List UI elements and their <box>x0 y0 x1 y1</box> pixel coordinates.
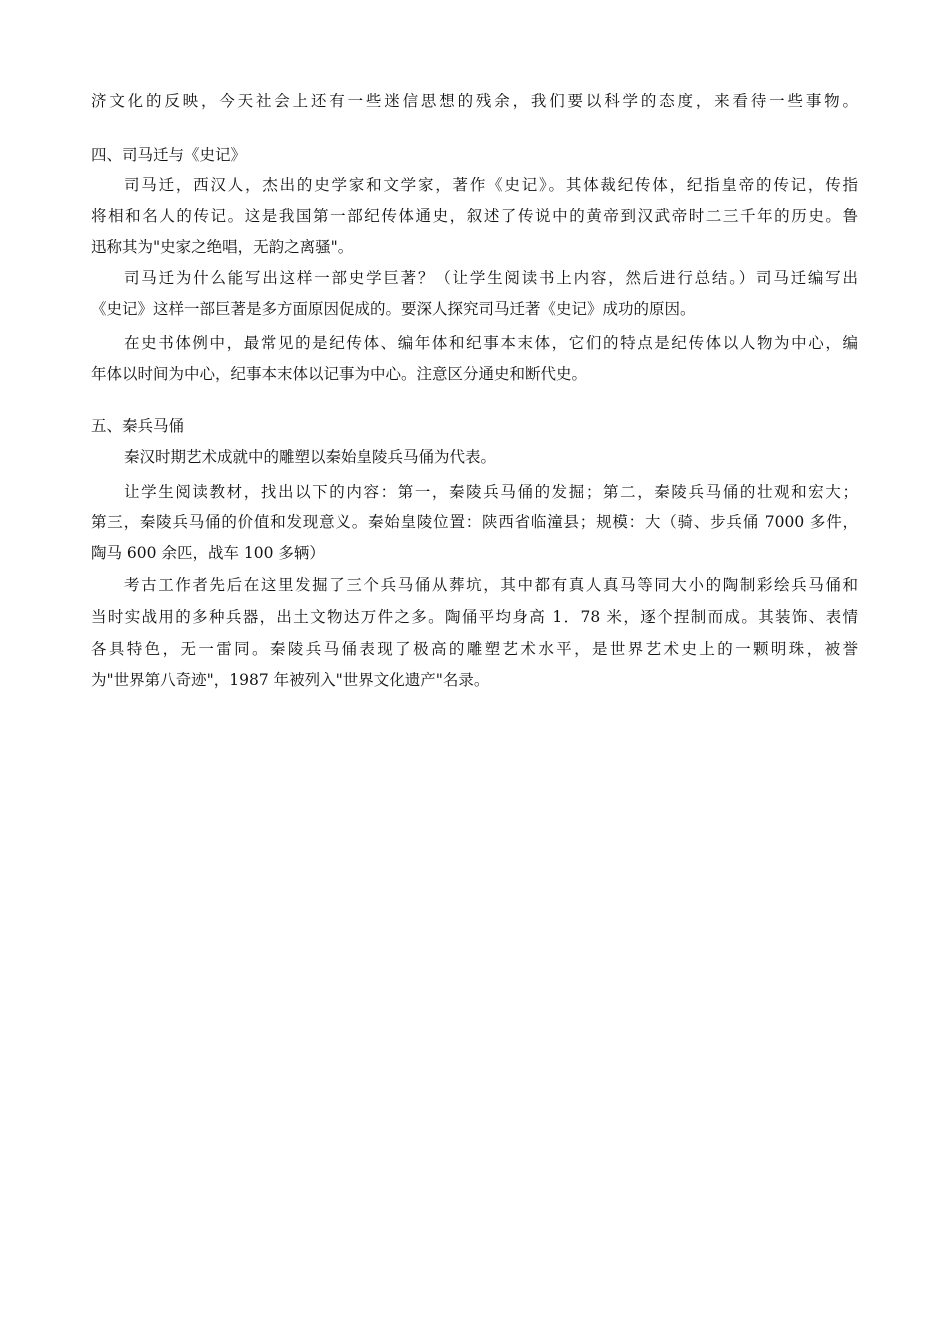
text-line: 陶马 600 余匹，战车 100 多辆） <box>91 544 325 562</box>
text-line: 司马迁为什么能写出这样一部史学巨著？（让学生阅读书上内容，然后进行总结。）司马迁编写出 <box>124 269 858 287</box>
text-line: 让学生阅读教材，找出以下的内容：第一，秦陵兵马俑的发掘；第二，秦陵兵马俑的壮观和宏大； <box>124 483 858 501</box>
text-line: 司马迁，西汉人，杰出的史学家和文学家，著作《史记》。其体裁纪传体，纪指皇帝的传记，传指 <box>124 176 858 194</box>
text-line: 各具特色，无一雷同。秦陵兵马俑表现了极高的雕塑艺术水平，是世界艺术史上的一颗明珠，被誉 <box>91 640 858 658</box>
text-line: 迅称其为"史家之绝唱，无韵之离骚"。 <box>91 238 354 256</box>
text-line: 济文化的反映，今天社会上还有一些迷信思想的残余，我们要以科学的态度，来看待一些事物。 <box>91 92 858 110</box>
section-heading-4: 四、司马迁与《史记》 <box>91 146 247 164</box>
text-line: 当时实战用的多种兵器，出土文物达万件之多。陶俑平均身高 1．78 米，逐个捏制而成。其装饰、表情 <box>91 608 858 626</box>
text-line: 为"世界第八奇迹"，1987 年被列入"世界文化遗产"名录。 <box>91 671 490 689</box>
section-heading-5: 五、秦兵马俑 <box>91 417 185 435</box>
text-line: 考古工作者先后在这里发掘了三个兵马俑从葬坑，其中都有真人真马等同大小的陶制彩绘兵马俑和 <box>124 576 858 594</box>
text-line: 将相和名人的传记。这是我国第一部纪传体通史，叙述了传说中的黄帝到汉武帝时二三千年的历史。鲁 <box>91 207 858 225</box>
text-line: 《史记》这样一部巨著是多方面原因促成的。要深人探究司马迁著《史记》成功的原因。 <box>91 300 696 318</box>
text-line: 秦汉时期艺术成就中的雕塑以秦始皇陵兵马俑为代表。 <box>124 448 497 466</box>
text-line: 第三，秦陵兵马俑的价值和发现意义。秦始皇陵位置：陕西省临潼县；规模：大（骑、步兵俑 7000 多件， <box>91 513 858 531</box>
text-line: 在史书体例中，最常见的是纪传体、编年体和纪事本末体，它们的特点是纪传体以人物为中心，编 <box>124 334 858 352</box>
text-line: 年体以时间为中心，纪事本末体以记事为中心。注意区分通史和断代史。 <box>91 365 588 383</box>
